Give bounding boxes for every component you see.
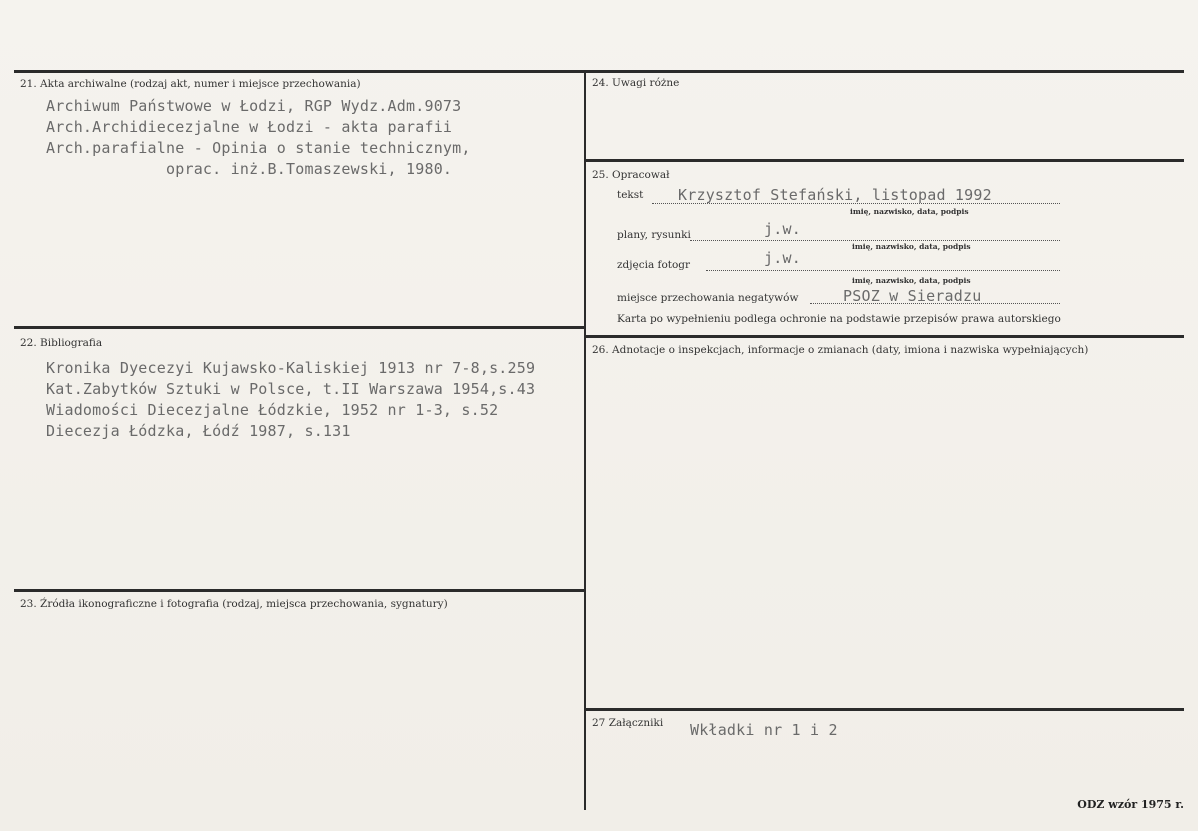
zdjecia-value: j.w.	[764, 249, 801, 267]
rule-right-3	[586, 708, 1184, 711]
zdjecia-label: zdjęcia fotogr	[617, 259, 691, 271]
section-21-content	[46, 96, 471, 180]
miejsce-value: PSOZ w Sieradzu	[843, 287, 982, 305]
plany-line	[690, 240, 1060, 241]
bibliography-line-2: Kat.Zabytków Sztuki w Polsce, t.II Warszawa 1954,s.43	[46, 380, 536, 398]
section-21-label: 21. Akta archiwalne (rodzaj akt, numer i miejsce przechowania)	[20, 78, 361, 90]
caption-2: imię, nazwisko, data, podpis	[852, 242, 971, 251]
center-divider	[584, 70, 586, 810]
section-25-label: 25. Opracował	[592, 169, 670, 181]
bibliography-line-3: Wiadomości Diecezjalne Łódzkie, 1952 nr 1-3, s.52	[46, 401, 499, 419]
archive-line-4: oprac. inż.B.Tomaszewski, 1980.	[46, 160, 453, 178]
archive-line-2: Arch.Archidiecezjalne w Łodzi - akta parafii	[46, 118, 453, 136]
rule-right-1	[586, 159, 1184, 162]
bibliography-line-4: Diecezja Łódzka, Łódź 1987, s.131	[46, 422, 351, 440]
bibliography-line-1: Kronika Dyecezyi Kujawsko-Kaliskiej 1913 nr 7-8,s.259	[46, 359, 536, 377]
section-23-label: 23. Źródła ikonograficzne i fotografia (rodzaj, miejsca przechowania, sygnatury)	[20, 598, 448, 610]
section-26-label: 26. Adnotacje o inspekcjach, informacje o zmianach (daty, imiona i nazwiska wypełniających)	[592, 344, 1089, 356]
section-22-content	[46, 358, 535, 442]
rule-left-2	[14, 589, 584, 592]
caption-1: imię, nazwisko, data, podpis	[850, 207, 969, 216]
karta-note: Karta po wypełnieniu podlega ochronie na podstawie przepisów prawa autorskiego	[617, 313, 1061, 325]
plany-label: plany, rysunki	[617, 229, 691, 241]
tekst-label: tekst	[617, 189, 644, 201]
top-rule	[14, 70, 1184, 73]
section-27-label: 27 Załączniki	[592, 717, 664, 729]
plany-value: j.w.	[764, 220, 801, 238]
rule-right-2	[586, 335, 1184, 338]
form-version: ODZ wzór 1975 r.	[1077, 798, 1184, 811]
section-24-label: 24. Uwagi różne	[592, 77, 680, 89]
section-22-label: 22. Bibliografia	[20, 337, 103, 349]
archive-line-1: Archiwum Państwowe w Łodzi, RGP Wydz.Adm.9073	[46, 97, 462, 115]
zdjecia-line	[706, 270, 1060, 271]
rule-left-1	[14, 326, 584, 329]
caption-3: imię, nazwisko, data, podpis	[852, 276, 971, 285]
miejsce-label: miejsce przechowania negatywów	[617, 292, 799, 304]
tekst-value: Krzysztof Stefański, listopad 1992	[678, 186, 992, 204]
archive-line-3: Arch.parafialne - Opinia o stanie technicznym,	[46, 139, 471, 157]
attachments-value: Wkładki nr 1 i 2	[690, 721, 838, 739]
